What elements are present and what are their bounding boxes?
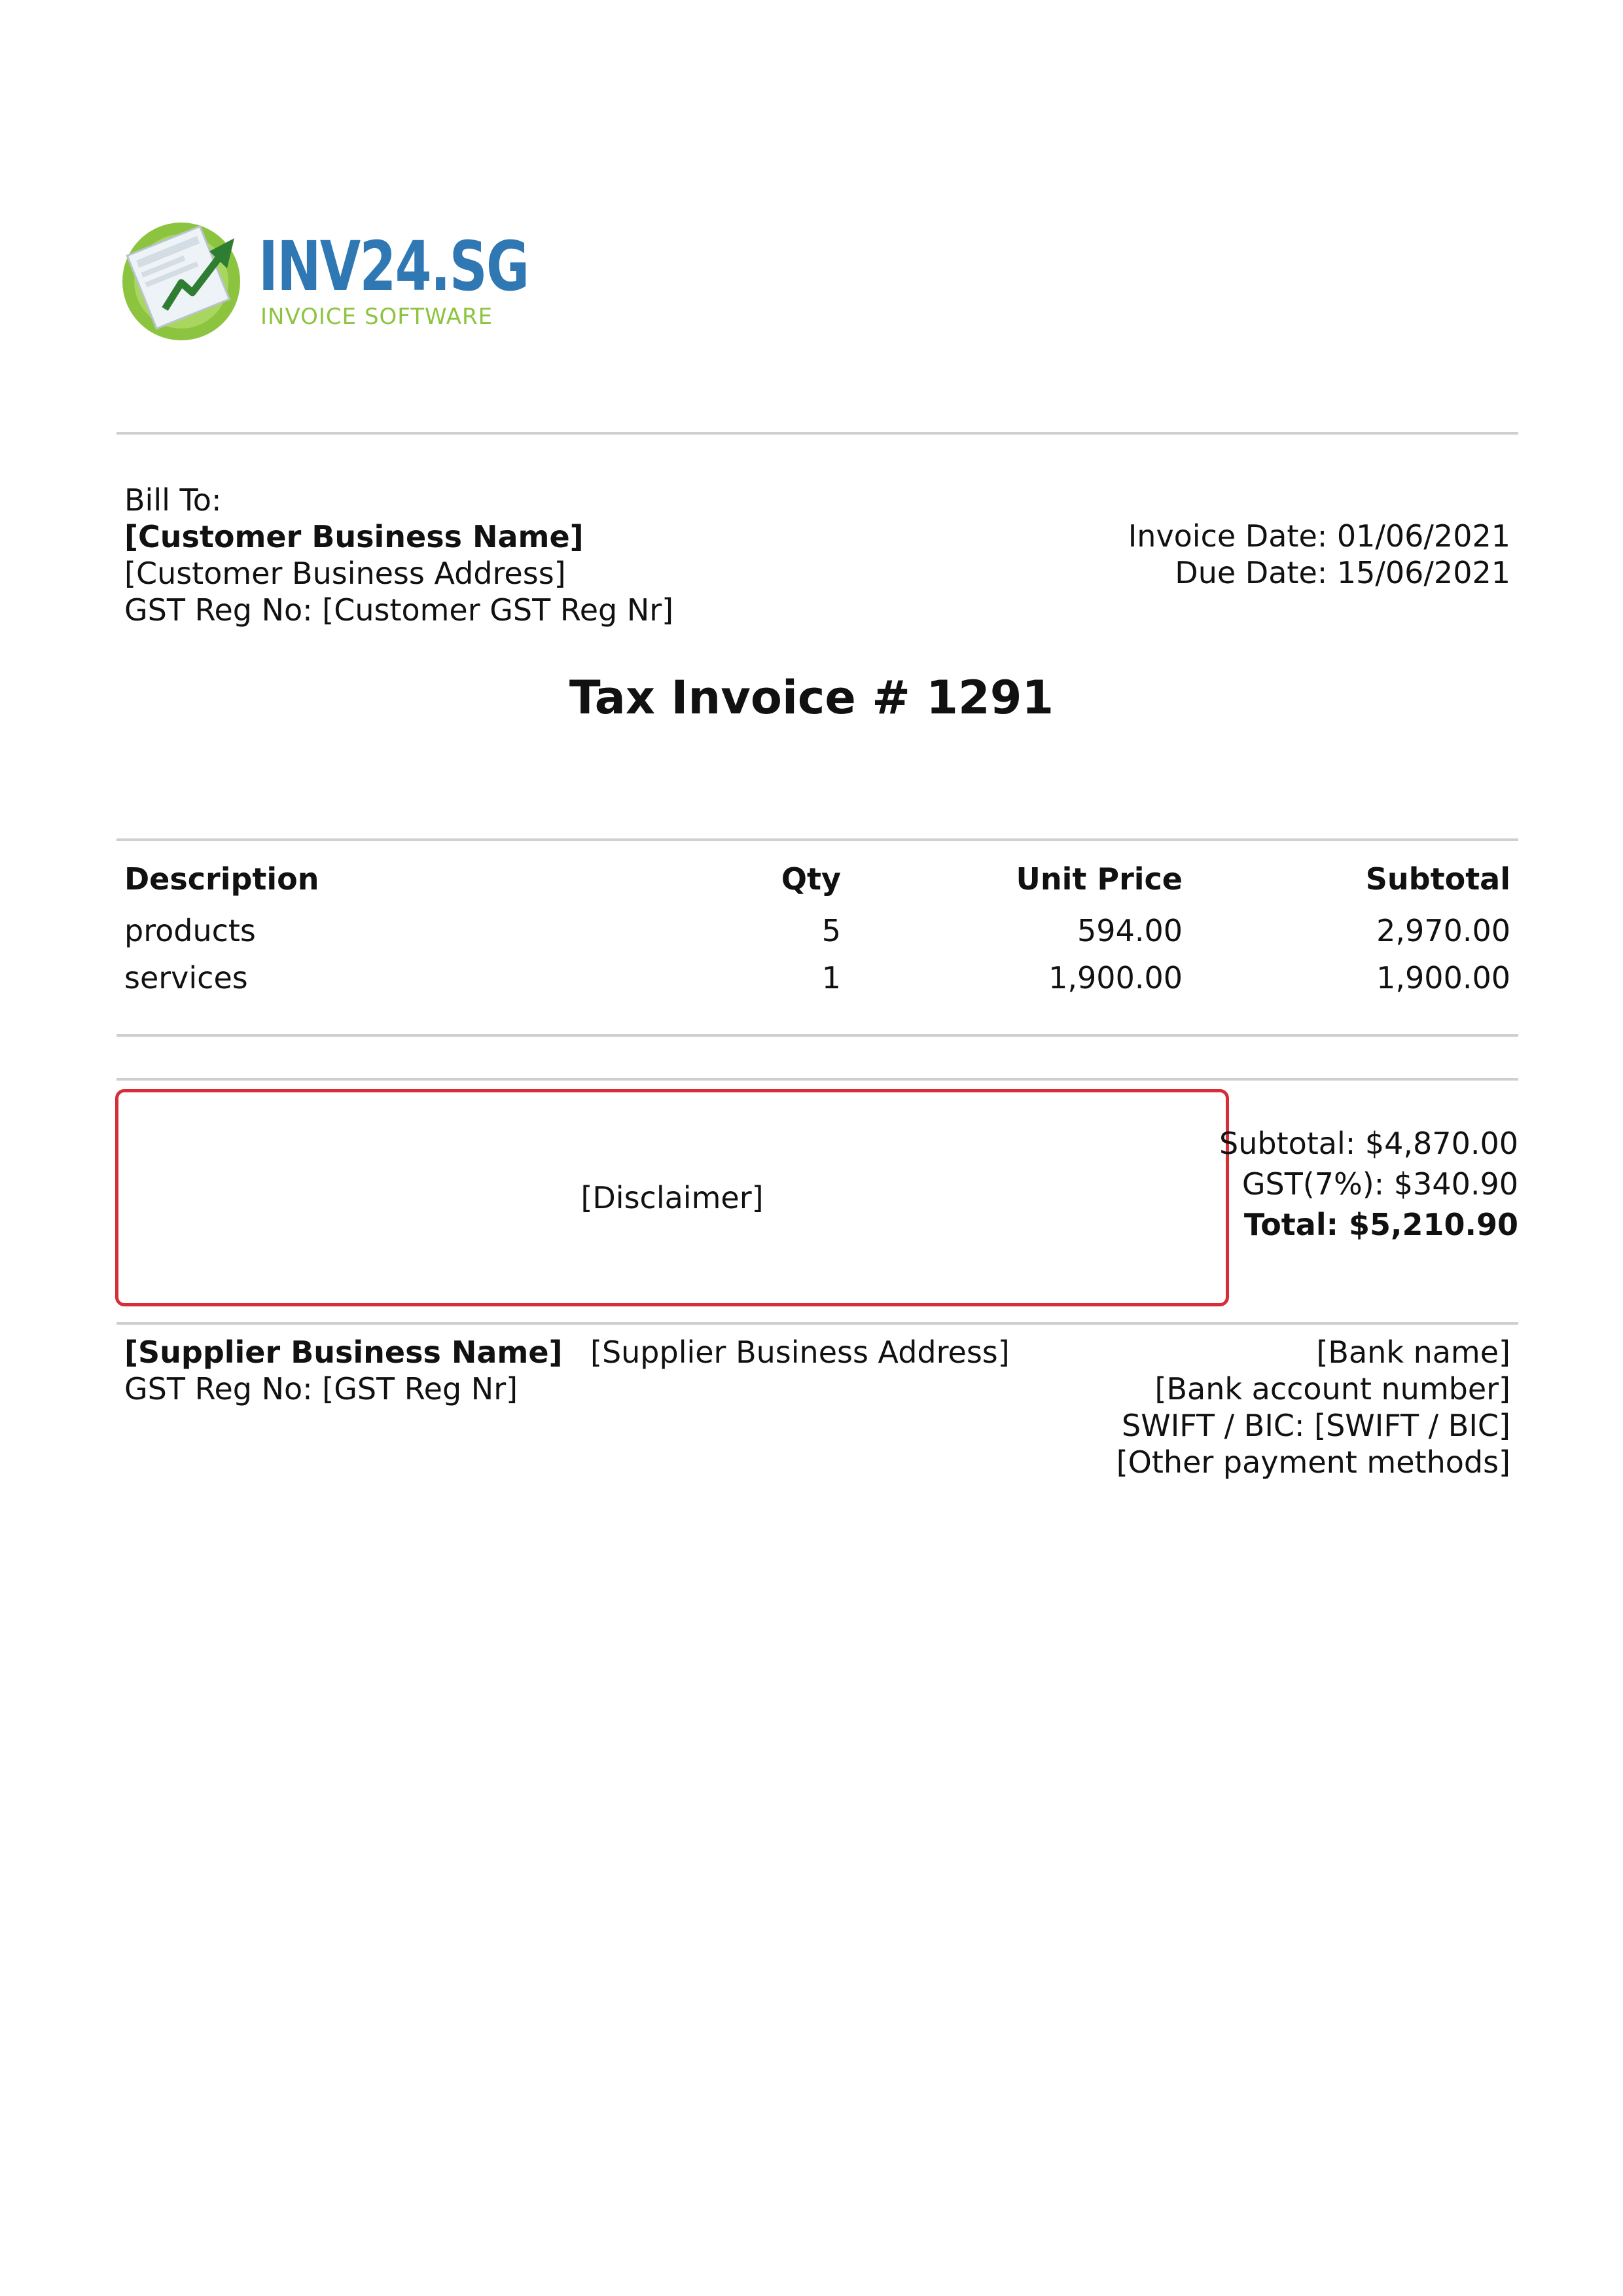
header-subtotal: Subtotal bbox=[1365, 861, 1510, 897]
row-unit-price: 594.00 bbox=[1077, 913, 1183, 948]
payment-block bbox=[1116, 1334, 1510, 1480]
customer-gst: GST Reg No: [Customer GST Reg Nr] bbox=[124, 592, 674, 628]
customer-address: [Customer Business Address] bbox=[124, 556, 566, 591]
supplier-address-block bbox=[590, 1334, 1010, 1371]
row-unit-price: 1,900.00 bbox=[1048, 960, 1183, 996]
row-subtotal: 2,970.00 bbox=[1376, 913, 1510, 948]
supplier-block bbox=[124, 1334, 563, 1407]
supplier-address: [Supplier Business Address] bbox=[590, 1335, 1010, 1370]
summary-top-divider bbox=[116, 1078, 1518, 1081]
bank-account: [Bank account number] bbox=[1154, 1371, 1510, 1407]
disclaimer-text: [Disclaimer] bbox=[580, 1180, 764, 1215]
totals-subtotal: Subtotal: $4,870.00 bbox=[1219, 1126, 1518, 1161]
other-payment-methods: [Other payment methods] bbox=[1116, 1444, 1510, 1480]
row-description: products bbox=[124, 913, 256, 948]
totals-block bbox=[1219, 1123, 1518, 1245]
bill-to-block bbox=[124, 482, 673, 628]
invoice-title: Tax Invoice # 1291 bbox=[569, 671, 1054, 725]
invoice-chart-logo-icon bbox=[119, 211, 250, 342]
items-table bbox=[124, 861, 1510, 1001]
invoice-date: Invoice Date: 01/06/2021 bbox=[1128, 518, 1510, 554]
table-header-row bbox=[124, 861, 1510, 907]
header-qty: Qty bbox=[781, 861, 841, 897]
supplier-gst: GST Reg No: [GST Reg Nr] bbox=[124, 1371, 518, 1407]
row-qty: 5 bbox=[821, 913, 841, 948]
swift-bic: SWIFT / BIC: [SWIFT / BIC] bbox=[1122, 1408, 1510, 1443]
logo-wordmark: INV24.SG bbox=[259, 226, 529, 306]
disclaimer-box bbox=[115, 1089, 1229, 1306]
logo-tagline: INVOICE SOFTWARE bbox=[260, 304, 493, 330]
totals-total: Total: $5,210.90 bbox=[1243, 1207, 1518, 1242]
footer-divider bbox=[116, 1322, 1518, 1325]
due-date: Due Date: 15/06/2021 bbox=[1175, 555, 1510, 590]
table-row bbox=[124, 907, 1510, 954]
table-bottom-divider bbox=[116, 1034, 1518, 1037]
table-row bbox=[124, 954, 1510, 1001]
invoice-meta bbox=[1128, 518, 1510, 591]
header-divider bbox=[116, 432, 1518, 435]
row-qty: 1 bbox=[821, 960, 841, 996]
bank-name: [Bank name] bbox=[1316, 1335, 1510, 1370]
bill-to-label: Bill To: bbox=[124, 482, 222, 518]
header-description: Description bbox=[124, 861, 319, 897]
row-description: services bbox=[124, 960, 248, 996]
table-top-divider bbox=[116, 838, 1518, 841]
customer-name: [Customer Business Name] bbox=[124, 519, 584, 554]
supplier-name: [Supplier Business Name] bbox=[124, 1335, 563, 1370]
header-unit-price: Unit Price bbox=[1016, 861, 1183, 897]
totals-gst: GST(7%): $340.90 bbox=[1241, 1166, 1518, 1202]
row-subtotal: 1,900.00 bbox=[1376, 960, 1510, 996]
